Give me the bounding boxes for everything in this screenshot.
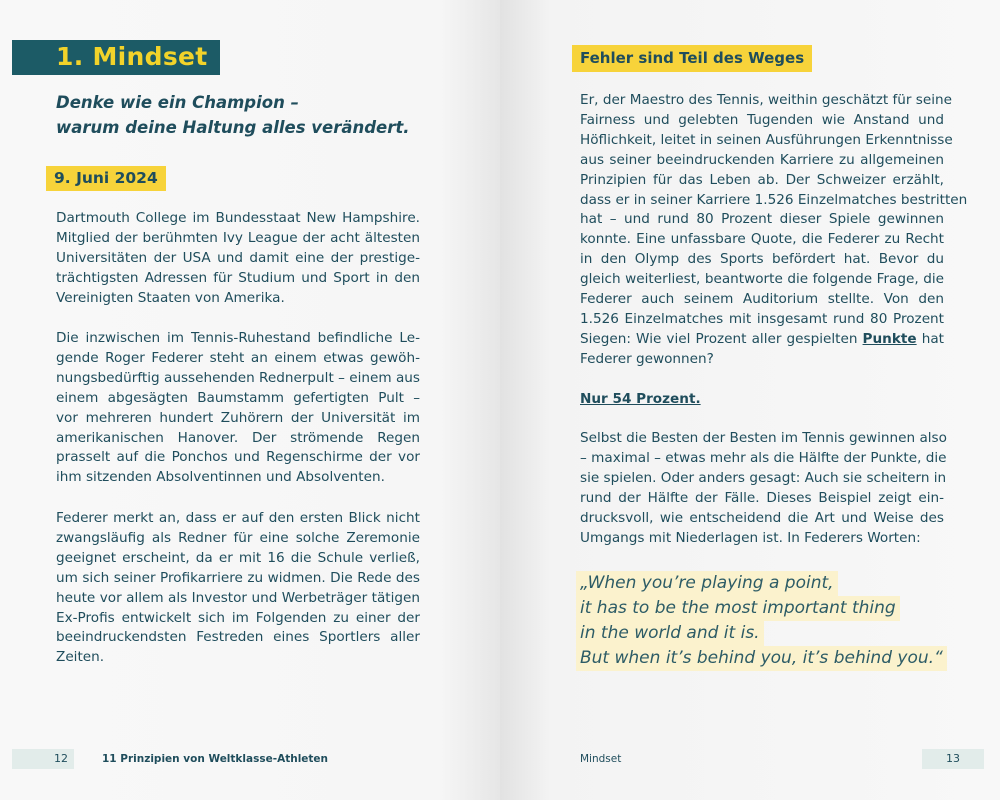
text-line: ihm sitzenden Absolventinnen und Absolventen.: [56, 469, 385, 486]
text-line: beeindruckendsten Festreden eines Sportlers aller: [56, 629, 420, 646]
text-line: geeignet erscheint, da er mit 16 die Schule verließ,: [56, 549, 420, 566]
text-line: Höflichkeit, leitet in seinen Ausführungen Erkenntnisse: [580, 131, 953, 148]
text-line: prasselt auf die Ponchos und Regenschirme der vor: [56, 449, 420, 466]
text-line: vor mehreren hundert Zuhörern der Universität im: [56, 409, 420, 426]
text-line: gleich weiterliest, beantworte die folgende Frage, die: [580, 271, 944, 288]
answer-text: Nur 54 Prozent.: [580, 391, 701, 407]
subtitle-line: Denke wie ein Champion –: [56, 93, 299, 112]
text-line: gende Roger Federer steht an einem etwas gewöh-: [56, 349, 420, 366]
text-line: amerikanischen Hanover. Der strömende Regen: [56, 429, 420, 446]
quote-line: But when it’s behind you, it’s behind you.“: [576, 646, 947, 671]
text-line: trächtigsten Adressen für Studium und Sport in den: [56, 269, 420, 286]
points-link[interactable]: Punkte: [862, 330, 917, 347]
text-line: hat – und rund 80 Prozent dieser Spiele gewinnen: [580, 211, 944, 228]
text-line: nungsbedürftig aussehenden Rednerpult – einem aus: [56, 369, 420, 386]
text-line: drucksvoll, wie entscheidend die Art und Weise des: [580, 509, 944, 526]
text-line: rund der Hälfte der Fälle. Dieses Beispiel zeigt ein-: [580, 489, 944, 506]
paragraph-3: [56, 509, 420, 668]
text-line: Zeiten.: [56, 649, 105, 666]
text-line: um sich seiner Profikarriere zu widmen. Die Rede des: [56, 569, 420, 586]
right-paragraph-2: [580, 429, 947, 548]
text-line: heute vor allem als Investor und Werbeträger tätigen: [56, 589, 420, 606]
text-line: Dartmouth College im Bundesstaat New Hampshire.: [56, 210, 420, 226]
text-line: Fairness und gelebten Tugenden wie Anstand und: [580, 111, 944, 128]
quote-line: „When you’re playing a point,: [576, 571, 838, 596]
chapter-subtitle: [56, 90, 456, 140]
text-line: Umgangs mit Niederlagen ist. In Federers Worten:: [580, 529, 921, 546]
quote-line: in the world and it is.: [576, 621, 764, 646]
text-line: Federer merkt an, dass er auf den ersten Blick nicht: [56, 510, 420, 526]
page-number-right: 13: [922, 749, 984, 769]
date-tag: 9. Juni 2024: [46, 166, 166, 191]
text-line: zwangsläufig als Redner für eine solche Zeremonie: [56, 529, 420, 546]
text-line: [580, 330, 944, 350]
text-line: Federer auch seinem Auditorium stellte. Von den: [580, 291, 944, 308]
text-fragment: hat: [916, 330, 944, 347]
text-line: aus seiner beeindruckenden Karriere zu allgemeinen: [580, 151, 944, 168]
federer-quote: [576, 571, 947, 671]
text-line: Federer gewonnen?: [580, 350, 714, 367]
text-line: in den Olymp des Sports befördert hat. Bevor du: [580, 251, 944, 268]
text-line: Mitglied der berühmten Ivy League der acht ältesten: [56, 229, 420, 246]
text-line: Ex-Profis entwickelt sich im Folgenden zu einer der: [56, 609, 420, 626]
chapter-title: 1. Mindset: [12, 40, 220, 75]
text-line: konnte. Eine unfassbare Quote, die Federer zu Recht: [580, 231, 944, 248]
text-line: sie spielen. Oder anders gesagt: Auch sie scheitern in: [580, 469, 947, 486]
text-line: einem abgesägten Baumstamm gefertigten Pult –: [56, 389, 420, 406]
page-number-left: 12: [12, 749, 74, 769]
text-line: Universitäten der USA und damit eine der prestige-: [56, 249, 420, 266]
subtitle-line: warum deine Haltung alles verändert.: [56, 118, 410, 137]
section-title: Fehler sind Teil des Weges: [572, 45, 812, 72]
text-line: Vereinigten Staaten von Amerika.: [56, 289, 285, 306]
paragraph-1: [56, 209, 420, 309]
text-line: Die inzwischen im Tennis-Ruhestand befindliche Le-: [56, 330, 420, 346]
text-line: dass er in seiner Karriere 1.526 Einzelmatches bestritten: [580, 191, 968, 208]
text-line: Prinzipien für das Leben ab. Der Schweizer erzählt,: [580, 171, 944, 188]
footer-book-title: 11 Prinzipien von Weltklasse-Athleten: [102, 753, 329, 765]
footer-section-title: Mindset: [580, 753, 622, 765]
text-line: Selbst die Besten der Besten im Tennis gewinnen also: [580, 430, 947, 446]
text-line: Er, der Maestro des Tennis, weithin geschätzt für seine: [580, 92, 953, 108]
text-fragment: Siegen: Wie viel Prozent aller gespielten: [580, 330, 863, 347]
right-paragraph-1: [580, 91, 968, 370]
text-line: 1.526 Einzelmatches mit insgesamt rund 80 Prozent: [580, 310, 944, 327]
text-line: – maximal – etwas mehr als die Hälfte der Punkte, die: [580, 449, 947, 466]
paragraph-2: [56, 329, 420, 488]
quote-line: it has to be the most important thing: [576, 596, 900, 621]
